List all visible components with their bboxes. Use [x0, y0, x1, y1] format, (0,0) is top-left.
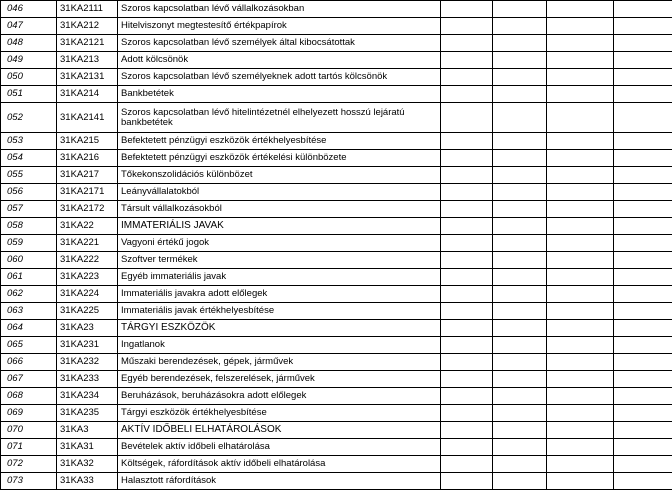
value-cell[interactable]	[547, 320, 614, 337]
description-cell: Szoros kapcsolatban lévő hitelintézetnél elhelyezett hosszú lejáratú bankbetétek	[118, 103, 441, 133]
value-cell[interactable]	[547, 150, 614, 167]
row-number-cell: 047	[1, 18, 57, 35]
value-cell[interactable]	[547, 456, 614, 473]
value-cell[interactable]	[441, 388, 493, 405]
value-cell[interactable]	[493, 371, 547, 388]
value-cell[interactable]	[441, 473, 493, 490]
value-cell[interactable]	[614, 320, 672, 337]
table-body	[1, 1, 672, 490]
account-code-cell: 31KA2121	[57, 35, 118, 52]
value-cell[interactable]	[493, 201, 547, 218]
value-cell[interactable]	[547, 473, 614, 490]
value-cell[interactable]	[493, 235, 547, 252]
value-cell[interactable]	[441, 52, 493, 69]
value-cell[interactable]	[493, 269, 547, 286]
row-number-cell: 056	[1, 184, 57, 201]
value-cell[interactable]	[493, 286, 547, 303]
row-number-cell: 066	[1, 354, 57, 371]
table-row	[1, 337, 672, 354]
description-cell: IMMATERIÁLIS JAVAK	[118, 218, 441, 235]
description-cell: Befektetett pénzügyi eszközök értékelési különbözete	[118, 150, 441, 167]
value-cell[interactable]	[547, 1, 614, 18]
description-cell: AKTÍV IDŐBELI ELHATÁROLÁSOK	[118, 422, 441, 439]
value-cell[interactable]	[493, 218, 547, 235]
value-cell[interactable]	[614, 103, 672, 133]
row-number-cell: 053	[1, 133, 57, 150]
value-cell[interactable]	[547, 69, 614, 86]
description-cell: Társult vállalkozásokból	[118, 201, 441, 218]
value-cell[interactable]	[493, 167, 547, 184]
description-cell: Szoros kapcsolatban lévő vállalkozásokban	[118, 1, 441, 18]
value-cell[interactable]	[441, 1, 493, 18]
value-cell[interactable]	[614, 133, 672, 150]
description-cell: Ingatlanok	[118, 337, 441, 354]
value-cell[interactable]	[614, 337, 672, 354]
value-cell[interactable]	[493, 456, 547, 473]
row-number-cell: 065	[1, 337, 57, 354]
table-row	[1, 18, 672, 35]
row-number-cell: 061	[1, 269, 57, 286]
account-code-cell: 31KA215	[57, 133, 118, 150]
row-number-cell: 059	[1, 235, 57, 252]
value-cell[interactable]	[493, 405, 547, 422]
value-cell[interactable]	[493, 1, 547, 18]
value-cell[interactable]	[441, 371, 493, 388]
value-cell[interactable]	[614, 252, 672, 269]
value-cell[interactable]	[547, 184, 614, 201]
value-cell[interactable]	[493, 133, 547, 150]
value-cell[interactable]	[493, 320, 547, 337]
value-cell[interactable]	[547, 235, 614, 252]
table-row	[1, 354, 672, 371]
value-cell[interactable]	[614, 422, 672, 439]
account-code-cell: 31KA216	[57, 150, 118, 167]
account-code-cell: 31KA32	[57, 456, 118, 473]
value-cell[interactable]	[614, 473, 672, 490]
value-cell[interactable]	[441, 150, 493, 167]
value-cell[interactable]	[441, 167, 493, 184]
value-cell[interactable]	[441, 456, 493, 473]
account-code-cell: 31KA2141	[57, 103, 118, 133]
value-cell[interactable]	[547, 269, 614, 286]
table-row	[1, 388, 672, 405]
value-cell[interactable]	[547, 286, 614, 303]
account-code-cell: 31KA233	[57, 371, 118, 388]
value-cell[interactable]	[441, 439, 493, 456]
row-number-cell: 070	[1, 422, 57, 439]
account-code-cell: 31KA222	[57, 252, 118, 269]
account-code-cell: 31KA217	[57, 167, 118, 184]
value-cell[interactable]	[441, 269, 493, 286]
value-cell[interactable]	[614, 69, 672, 86]
value-cell[interactable]	[493, 422, 547, 439]
table-row	[1, 86, 672, 103]
value-cell[interactable]	[614, 52, 672, 69]
table-row	[1, 320, 672, 337]
account-code-cell: 31KA225	[57, 303, 118, 320]
row-number-cell: 052	[1, 103, 57, 133]
value-cell[interactable]	[441, 18, 493, 35]
value-cell[interactable]	[614, 354, 672, 371]
value-cell[interactable]	[493, 354, 547, 371]
description-cell: Immateriális javak értékhelyesbítése	[118, 303, 441, 320]
value-cell[interactable]	[547, 35, 614, 52]
value-cell[interactable]	[614, 35, 672, 52]
value-cell[interactable]	[614, 371, 672, 388]
table-row	[1, 218, 672, 235]
table-row	[1, 52, 672, 69]
value-cell[interactable]	[547, 337, 614, 354]
description-cell: Műszaki berendezések, gépek, járművek	[118, 354, 441, 371]
value-cell[interactable]	[547, 354, 614, 371]
value-cell[interactable]	[493, 439, 547, 456]
description-cell: Befektetett pénzügyi eszközök értékhelyesbítése	[118, 133, 441, 150]
table-row	[1, 473, 672, 490]
row-number-cell: 055	[1, 167, 57, 184]
account-code-cell: 31KA2111	[57, 1, 118, 18]
description-cell: Beruházások, beruházásokra adott előlegek	[118, 388, 441, 405]
account-code-cell: 31KA2131	[57, 69, 118, 86]
description-cell: Költségek, ráfordítások aktív időbeli elhatárolása	[118, 456, 441, 473]
row-number-cell: 063	[1, 303, 57, 320]
account-code-cell: 31KA3	[57, 422, 118, 439]
value-cell[interactable]	[441, 320, 493, 337]
account-code-cell: 31KA2172	[57, 201, 118, 218]
value-cell[interactable]	[614, 235, 672, 252]
value-cell[interactable]	[493, 35, 547, 52]
description-cell: Szoros kapcsolatban lévő személyeknek adott tartós kölcsönök	[118, 69, 441, 86]
value-cell[interactable]	[547, 439, 614, 456]
value-cell[interactable]	[547, 201, 614, 218]
account-code-cell: 31KA33	[57, 473, 118, 490]
value-cell[interactable]	[441, 201, 493, 218]
row-number-cell: 057	[1, 201, 57, 218]
value-cell[interactable]	[493, 252, 547, 269]
account-code-cell: 31KA231	[57, 337, 118, 354]
value-cell[interactable]	[547, 18, 614, 35]
table-row	[1, 371, 672, 388]
table-row	[1, 269, 672, 286]
table-row	[1, 167, 672, 184]
table-row	[1, 252, 672, 269]
value-cell[interactable]	[493, 388, 547, 405]
value-cell[interactable]	[547, 422, 614, 439]
row-number-cell: 073	[1, 473, 57, 490]
description-cell: Adott kölcsönök	[118, 52, 441, 69]
value-cell[interactable]	[493, 52, 547, 69]
value-cell[interactable]	[547, 133, 614, 150]
description-cell: Hitelviszonyt megtestesítő értékpapírok	[118, 18, 441, 35]
description-cell: Immateriális javakra adott előlegek	[118, 286, 441, 303]
description-cell: Tárgyi eszközök értékhelyesbítése	[118, 405, 441, 422]
value-cell[interactable]	[441, 354, 493, 371]
value-cell[interactable]	[614, 201, 672, 218]
row-number-cell: 046	[1, 1, 57, 18]
account-code-cell: 31KA212	[57, 18, 118, 35]
value-cell[interactable]	[547, 388, 614, 405]
value-cell[interactable]	[441, 337, 493, 354]
value-cell[interactable]	[441, 303, 493, 320]
description-cell: Leányvállalatokból	[118, 184, 441, 201]
account-code-cell: 31KA22	[57, 218, 118, 235]
value-cell[interactable]	[614, 184, 672, 201]
account-code-cell: 31KA214	[57, 86, 118, 103]
table-row	[1, 405, 672, 422]
value-cell[interactable]	[614, 1, 672, 18]
value-cell[interactable]	[547, 218, 614, 235]
description-cell: Egyéb immateriális javak	[118, 269, 441, 286]
value-cell[interactable]	[493, 86, 547, 103]
row-number-cell: 051	[1, 86, 57, 103]
value-cell[interactable]	[441, 133, 493, 150]
value-cell[interactable]	[441, 69, 493, 86]
value-cell[interactable]	[614, 150, 672, 167]
value-cell[interactable]	[441, 252, 493, 269]
value-cell[interactable]	[493, 184, 547, 201]
table-row	[1, 286, 672, 303]
value-cell[interactable]	[493, 303, 547, 320]
value-cell[interactable]	[547, 371, 614, 388]
account-code-cell: 31KA31	[57, 439, 118, 456]
value-cell[interactable]	[547, 405, 614, 422]
value-cell[interactable]	[441, 184, 493, 201]
value-cell[interactable]	[493, 150, 547, 167]
value-cell[interactable]	[441, 235, 493, 252]
account-code-cell: 31KA224	[57, 286, 118, 303]
table-row	[1, 303, 672, 320]
value-cell[interactable]	[493, 69, 547, 86]
value-cell[interactable]	[614, 388, 672, 405]
value-cell[interactable]	[493, 337, 547, 354]
account-code-cell: 31KA235	[57, 405, 118, 422]
value-cell[interactable]	[547, 103, 614, 133]
table-row	[1, 150, 672, 167]
table-row	[1, 235, 672, 252]
table-row	[1, 201, 672, 218]
description-cell: Bankbetétek	[118, 86, 441, 103]
description-cell: Vagyoni értékű jogok	[118, 235, 441, 252]
value-cell[interactable]	[614, 18, 672, 35]
value-cell[interactable]	[614, 286, 672, 303]
value-cell[interactable]	[547, 167, 614, 184]
table-row	[1, 422, 672, 439]
value-cell[interactable]	[441, 286, 493, 303]
description-cell: Halasztott ráfordítások	[118, 473, 441, 490]
value-cell[interactable]	[493, 18, 547, 35]
row-number-cell: 060	[1, 252, 57, 269]
account-code-cell: 31KA221	[57, 235, 118, 252]
value-cell[interactable]	[614, 218, 672, 235]
value-cell[interactable]	[614, 456, 672, 473]
account-code-cell: 31KA23	[57, 320, 118, 337]
row-number-cell: 064	[1, 320, 57, 337]
row-number-cell: 068	[1, 388, 57, 405]
value-cell[interactable]	[493, 473, 547, 490]
value-cell[interactable]	[441, 218, 493, 235]
row-number-cell: 054	[1, 150, 57, 167]
value-cell[interactable]	[547, 52, 614, 69]
row-number-cell: 050	[1, 69, 57, 86]
table-row	[1, 69, 672, 86]
row-number-cell: 062	[1, 286, 57, 303]
description-cell: Szoros kapcsolatban lévő személyek által kibocsátottak	[118, 35, 441, 52]
row-number-cell: 071	[1, 439, 57, 456]
account-code-cell: 31KA234	[57, 388, 118, 405]
value-cell[interactable]	[614, 405, 672, 422]
table-row	[1, 35, 672, 52]
table-row	[1, 439, 672, 456]
value-cell[interactable]	[614, 303, 672, 320]
row-number-cell: 058	[1, 218, 57, 235]
value-cell[interactable]	[547, 252, 614, 269]
value-cell[interactable]	[614, 269, 672, 286]
row-number-cell: 048	[1, 35, 57, 52]
table-row	[1, 133, 672, 150]
value-cell[interactable]	[547, 86, 614, 103]
row-number-cell: 072	[1, 456, 57, 473]
table-row	[1, 184, 672, 201]
value-cell[interactable]	[441, 103, 493, 133]
table-row	[1, 1, 672, 18]
row-number-cell: 067	[1, 371, 57, 388]
table-row	[1, 456, 672, 473]
row-number-cell: 069	[1, 405, 57, 422]
account-code-cell: 31KA223	[57, 269, 118, 286]
description-cell: Tőkekonszolidációs különbözet	[118, 167, 441, 184]
table-row	[1, 103, 672, 133]
account-code-cell: 31KA2171	[57, 184, 118, 201]
value-cell[interactable]	[441, 405, 493, 422]
value-cell[interactable]	[547, 303, 614, 320]
description-cell: Bevételek aktív időbeli elhatárolása	[118, 439, 441, 456]
account-code-cell: 31KA232	[57, 354, 118, 371]
value-cell[interactable]	[614, 167, 672, 184]
value-cell[interactable]	[493, 103, 547, 133]
value-cell[interactable]	[441, 86, 493, 103]
value-cell[interactable]	[614, 86, 672, 103]
description-cell: TÁRGYI ESZKÖZÖK	[118, 320, 441, 337]
value-cell[interactable]	[441, 35, 493, 52]
value-cell[interactable]	[614, 439, 672, 456]
description-cell: Szoftver termékek	[118, 252, 441, 269]
description-cell: Egyéb berendezések, felszerelések, járművek	[118, 371, 441, 388]
account-code-cell: 31KA213	[57, 52, 118, 69]
row-number-cell: 049	[1, 52, 57, 69]
value-cell[interactable]	[441, 422, 493, 439]
